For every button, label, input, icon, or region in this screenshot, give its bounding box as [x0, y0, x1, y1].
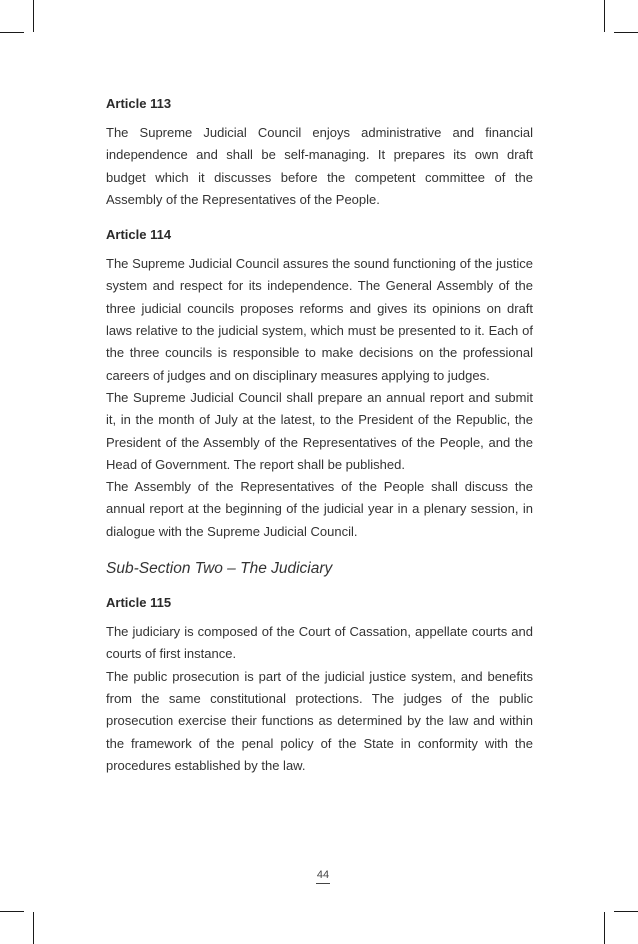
crop-mark: [604, 912, 605, 944]
article-115: [106, 595, 533, 777]
article-paragraph: The Supreme Judicial Council assures the sound functioning of the justice system and respect for its independence. The General Assembly of the three judicial councils proposes reforms and gives its opinions on draft laws relative to the judicial system, which must be presented to it. Each of the three councils is responsible to make decisions on the professional careers of judges and on disciplinary measures applying to judges.: [106, 256, 533, 383]
crop-mark: [0, 911, 24, 912]
page-number-label: 44: [316, 869, 330, 884]
crop-mark: [33, 912, 34, 944]
page-number: [0, 869, 638, 884]
crop-mark: [0, 32, 24, 33]
crop-mark: [604, 0, 605, 32]
article-paragraph: The public prosecution is part of the judicial justice system, and benefits from the same constitutional protections. The judges of the public prosecution exercise their functions as determined by the law and within the framework of the penal policy of the State in conformity with the procedures established by the law.: [106, 668, 533, 773]
article-paragraph: The judiciary is composed of the Court of Cassation, appellate courts and courts of first instance.: [106, 624, 533, 662]
subsection-heading: Sub-Section Two – The Judiciary: [106, 560, 333, 578]
article-paragraph: The Supreme Judicial Council enjoys administrative and financial independence and shall be self-managing. It prepares its own draft budget which it discusses before the competent committee of the Assembly of the Representatives of the People.: [106, 125, 533, 207]
article-113: [106, 96, 533, 211]
page-content: [106, 96, 533, 777]
article-title: Article 113: [106, 96, 172, 111]
article-paragraph: The Assembly of the Representatives of the People shall discuss the annual report at the beginning of the judicial year in a plenary session, in dialogue with the Supreme Judicial Council.: [106, 479, 533, 539]
crop-mark: [614, 911, 638, 912]
article-paragraph: The Supreme Judicial Council shall prepare an annual report and submit it, in the month of July at the latest, to the President of the Republic, the President of the Assembly of the Representatives of the People, and the Head of Government. The report shall be published.: [106, 389, 533, 472]
crop-mark: [33, 0, 34, 32]
article-title: Article 114: [106, 227, 172, 243]
article-title: Article 115: [106, 595, 172, 611]
article-114: [106, 227, 533, 543]
crop-mark: [614, 32, 638, 33]
